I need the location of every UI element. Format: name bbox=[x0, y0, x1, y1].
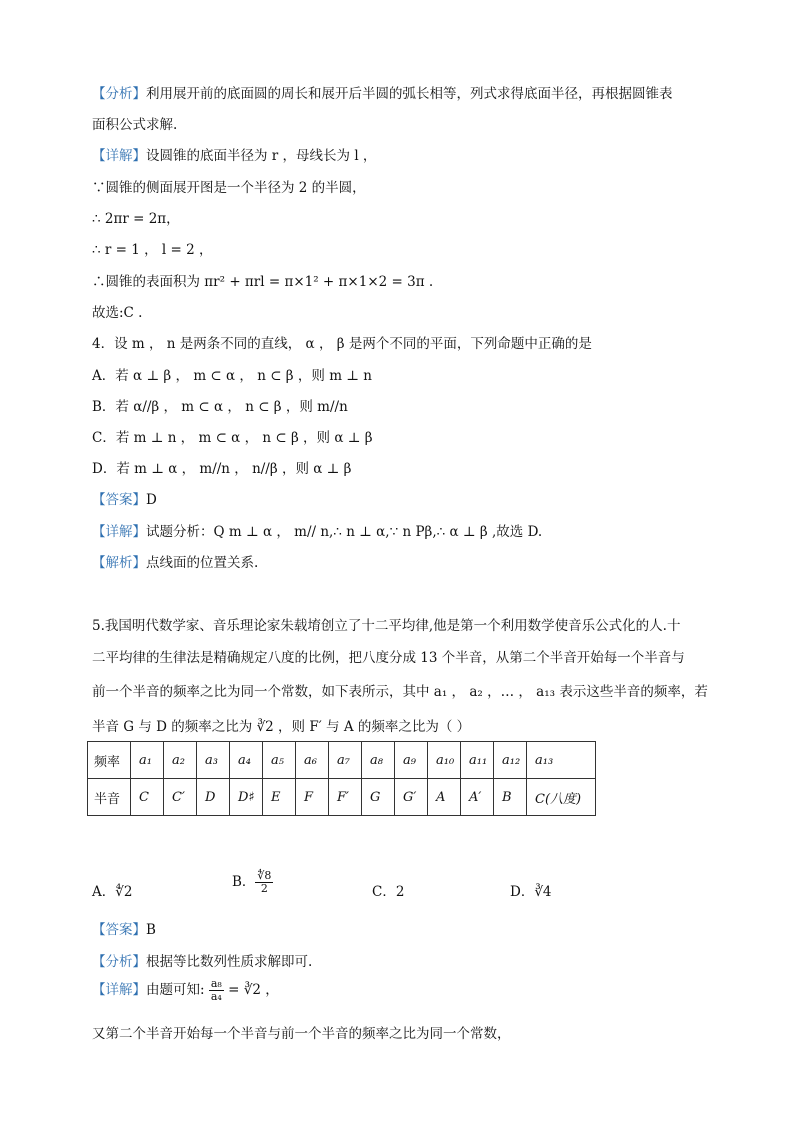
fraction-numerator: ∜8 bbox=[257, 869, 272, 882]
analysis-tag: 【分析】 bbox=[92, 954, 146, 970]
question-5-line-1: 5.我国明代数学家、音乐理论家朱载堉创立了十二平均律,他是第一个利用数学使音乐公式化的人.十 bbox=[92, 618, 681, 634]
cell: a₇ bbox=[329, 742, 362, 779]
q5-detail bbox=[92, 978, 279, 1003]
cell: E bbox=[263, 779, 296, 816]
detail-line-2: ∵圆锥的侧面展开图是一个半径为 2 的半圆， bbox=[92, 180, 366, 196]
cell: C bbox=[131, 779, 164, 816]
q5-option-d: D．∛4 bbox=[510, 884, 552, 900]
analysis-tag: 【分析】 bbox=[92, 86, 146, 102]
q4-explanation bbox=[92, 551, 258, 571]
cell: A bbox=[428, 779, 461, 816]
cell: a₆ bbox=[296, 742, 329, 779]
fraction-denominator: 2 bbox=[260, 882, 268, 895]
option-b-fraction bbox=[255, 870, 273, 895]
row-label-frequency: 频率 bbox=[88, 742, 131, 779]
detail-line-1 bbox=[92, 144, 376, 164]
answer-text: D bbox=[146, 492, 157, 508]
cell: F bbox=[296, 779, 329, 816]
ratio-fraction bbox=[209, 978, 224, 1003]
answer-tag: 【答案】 bbox=[92, 922, 146, 938]
explanation-text: 点线面的位置关系. bbox=[146, 555, 259, 571]
fraction-denominator: a₄ bbox=[210, 990, 222, 1003]
detail-line-3: ∴ 2πr = 2π， bbox=[92, 211, 180, 227]
detail-line-5: ∴圆锥的表面积为 πr² + πrl = π×1² + π×1×2 = 3π . bbox=[92, 274, 434, 290]
q4-option-c: C．若 m ⊥ n ， m ⊂ α ， n ⊂ β ，则 α ⊥ β bbox=[92, 430, 373, 446]
analysis-text: 利用展开前的底面圆的周长和展开后半圆的弧长相等，列式求得底面半径，再根据圆锥表 bbox=[146, 86, 673, 102]
analysis-line-1 bbox=[92, 82, 673, 102]
frequency-row bbox=[88, 742, 596, 779]
question-5-line-3: 前一个半音的频率之比为同一个常数，如下表所示，其中 a₁ ， a₂ ，… ， a₁₃ 表示这些半音的频率，若 bbox=[92, 684, 708, 700]
cell: C′ bbox=[164, 779, 197, 816]
detail-text: 由题可知: bbox=[146, 982, 205, 998]
option-b-prefix: B． bbox=[232, 874, 256, 890]
q4-detail bbox=[92, 520, 542, 540]
q5-option-b bbox=[232, 870, 273, 895]
semitone-row bbox=[88, 779, 596, 816]
cell: F′ bbox=[329, 779, 362, 816]
q5-last-line: 又第二个半音开始每一个半音与前一个半音的频率之比为同一个常数， bbox=[92, 1026, 511, 1042]
row-label-semitone: 半音 bbox=[88, 779, 131, 816]
q5-option-c: C．2 bbox=[372, 884, 405, 900]
q5-option-a: A．∜2 bbox=[92, 884, 133, 900]
analysis-text: 根据等比数列性质求解即可. bbox=[146, 954, 313, 970]
cell: G bbox=[362, 779, 395, 816]
cell: D♯ bbox=[230, 779, 263, 816]
detail-tag: 【详解】 bbox=[92, 524, 146, 540]
question-5-line-2: 二平均律的生律法是精确规定八度的比例，把八度分成 13 个半音，从第二个半音开始每一个半音与 bbox=[92, 650, 685, 666]
explanation-tag: 【解析】 bbox=[92, 555, 146, 571]
detail-tag: 【详解】 bbox=[92, 982, 146, 998]
detail-text: 设圆锥的底面半径为 r ，母线长为 l ， bbox=[146, 148, 377, 164]
cell: a₁ bbox=[131, 742, 164, 779]
detail-tail: = ∛2 ， bbox=[228, 982, 279, 998]
q4-option-a: A．若 α ⊥ β ， m ⊂ α ， n ⊂ β ，则 m ⊥ n bbox=[92, 368, 372, 384]
q4-option-b: B．若 α//β ， m ⊂ α ， n ⊂ β ，则 m//n bbox=[92, 399, 348, 415]
cell: a₂ bbox=[164, 742, 197, 779]
detail-text: 试题分析：Q m ⊥ α ， m// n,∴ n ⊥ α,∵ n Pβ,∴ α ⊥ β ,故选 D. bbox=[146, 524, 543, 540]
cell: D bbox=[197, 779, 230, 816]
cell: C(八度) bbox=[527, 779, 596, 816]
analysis-line-2: 面积公式求解. bbox=[92, 117, 178, 133]
answer-text: B bbox=[146, 922, 156, 938]
answer-tag: 【答案】 bbox=[92, 492, 146, 508]
detail-line-6: 故选:C . bbox=[92, 305, 143, 321]
cell: A′ bbox=[461, 779, 494, 816]
cell: a₃ bbox=[197, 742, 230, 779]
q5-analysis bbox=[92, 950, 312, 970]
cell: a₁₂ bbox=[494, 742, 527, 779]
cell: a₄ bbox=[230, 742, 263, 779]
detail-line-4: ∴ r = 1 ， l = 2 ， bbox=[92, 242, 213, 258]
cell: a₁₃ bbox=[527, 742, 596, 779]
cell: a₁₁ bbox=[461, 742, 494, 779]
detail-tag: 【详解】 bbox=[92, 148, 146, 164]
question-4: 4．设 m ， n 是两条不同的直线， α ， β 是两个不同的平面，下列命题中正确的是 bbox=[92, 336, 592, 352]
fraction-numerator: a₈ bbox=[210, 977, 222, 990]
cell: G′ bbox=[395, 779, 428, 816]
question-5-line-4: 半音 G 与 D 的频率之比为 ∛2 ，则 F′ 与 A 的频率之比为（ ） bbox=[92, 719, 471, 735]
cell: a₈ bbox=[362, 742, 395, 779]
q4-answer bbox=[92, 488, 157, 508]
cell: a₅ bbox=[263, 742, 296, 779]
cell: a₁₀ bbox=[428, 742, 461, 779]
q4-option-d: D．若 m ⊥ α ， m//n ， n//β ，则 α ⊥ β bbox=[92, 461, 352, 477]
q5-answer bbox=[92, 918, 156, 938]
semitone-table bbox=[87, 741, 596, 816]
cell: B bbox=[494, 779, 527, 816]
cell: a₉ bbox=[395, 742, 428, 779]
